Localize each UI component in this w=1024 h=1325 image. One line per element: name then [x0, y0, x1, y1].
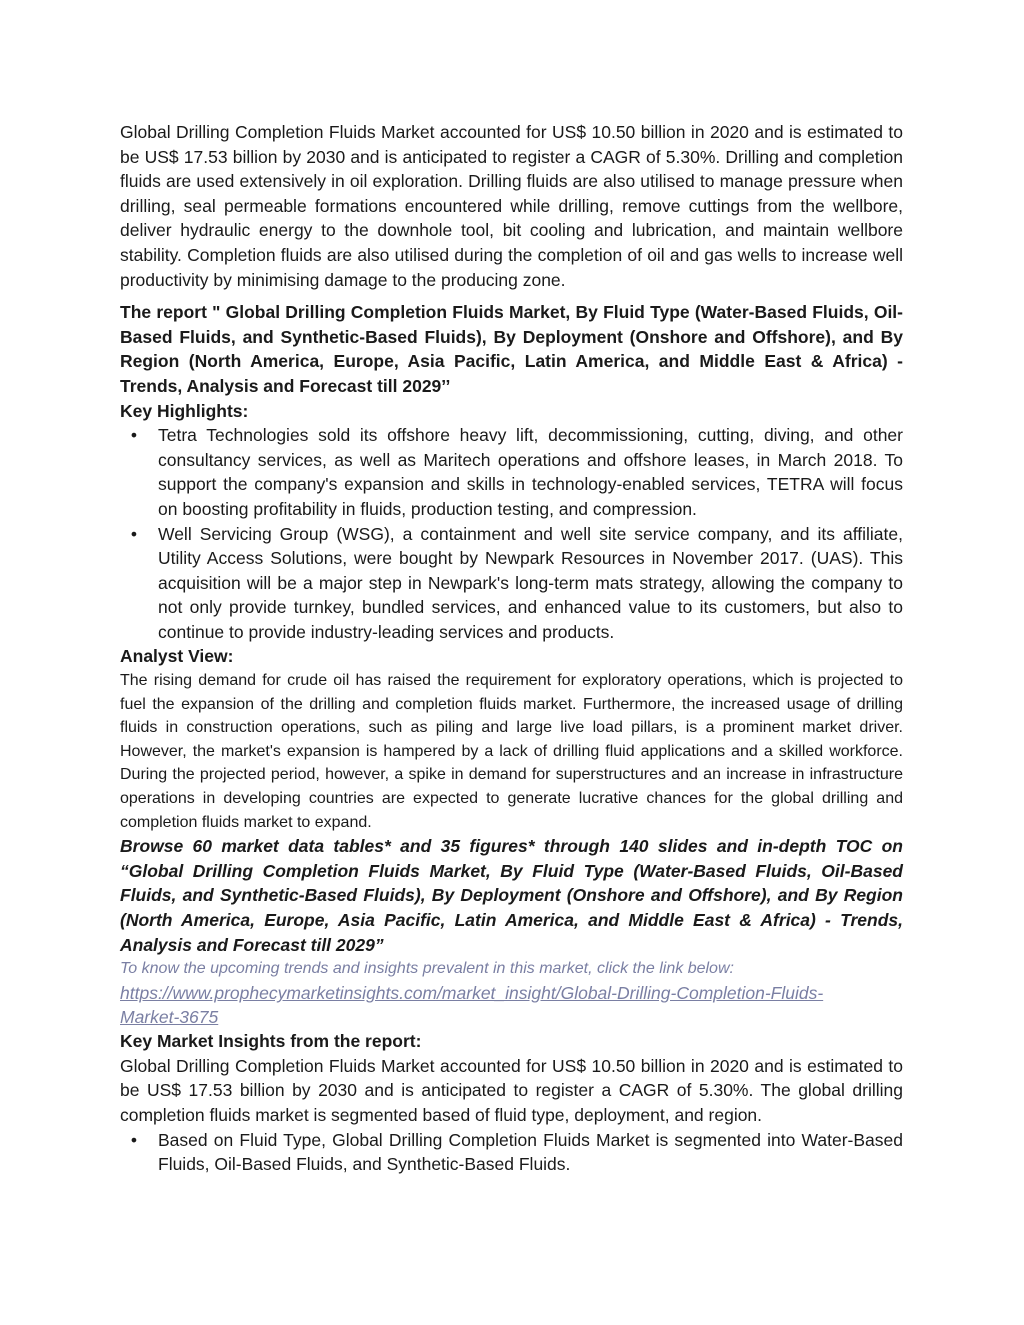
report-link-line2: Market-3675 — [120, 1007, 219, 1028]
report-link[interactable] — [120, 981, 903, 1029]
report-title: The report " Global Drilling Completion Fluids Market, By Fluid Type (Water-Based Fluids, Oil-Based Fluids, and Synthetic-Based Fluids), By Deployment (Onshore and Offshore), and By Region (North America, Europe, Asia Pacific, Latin America, and Middle East & Africa) - Trends, Analysis and Forecast till 2029’’ — [120, 302, 903, 396]
key-insights-list — [120, 1128, 903, 1177]
bullet-icon: • — [130, 1129, 138, 1150]
list-item-text: Well Servicing Group (WSG), a containment and well site service company, and its affiliate, Utility Access Solutions, were bought by Newpark Resources in November 2017. (UAS). This acquisition will be a major step in Newpark's long-term mats strategy, allowing the company to not only provide turnkey, bundled services, and enhanced value to its customers, but also to continue to provide industry-leading services and products. — [158, 523, 903, 642]
analyst-view-heading: Analyst View: — [120, 646, 234, 667]
bullet-icon: • — [130, 523, 138, 544]
list-item-text: Based on Fluid Type, Global Drilling Completion Fluids Market is segmented into Water-Based Fluids, Oil-Based Fluids, and Synthetic-Based Fluids. — [158, 1129, 903, 1175]
analyst-view-paragraph: The rising demand for crude oil has raised the requirement for exploratory operations, which is projected to fuel the expansion of the drilling and completion fluids market. Furthermore, the increased usage of drilling fluids in construction operations, such as piling and large live load pillars, is a prominent market driver. However, the market's expansion is hampered by a lack of drilling fluid applications and a skilled workforce. During the projected period, however, a spike in demand for superstructures and an increase in infrastructure operations in developing countries are expected to generate lucrative chances for the global drilling and completion fluids market to expand. — [120, 672, 903, 831]
key-highlights-list — [120, 423, 903, 644]
list-item — [120, 522, 903, 645]
report-link-line1: https://www.prophecymarketinsights.com/market_insight/Global-Drilling-Completion-Fluids- — [120, 983, 824, 1004]
key-highlights-heading: Key Highlights: — [120, 400, 249, 421]
browse-toc-paragraph: Browse 60 market data tables* and 35 figures* through 140 slides and in-depth TOC on “Global Drilling Completion Fluids Market, By Fluid Type (Water-Based Fluids, Oil-Based Fluids, and Synthetic-Based Fluids), By Deployment (Onshore and Offshore), and By Region (North America, Europe, Asia Pacific, Latin America, and Middle East & Africa) - Trends, Analysis and Forecast till 2029” — [120, 836, 903, 955]
list-item — [120, 423, 903, 521]
cta-text: To know the upcoming trends and insights prevalent in this market, click the link below: — [120, 960, 734, 978]
intro-paragraph: Global Drilling Completion Fluids Market accounted for US$ 10.50 billion in 2020 and is estimated to be US$ 17.53 billion by 2030 and is anticipated to register a CAGR of 5.30%. Drilling and completion fluids are used extensively in oil exploration. Drilling fluids are also utilised to manage pressure when drilling, seal permeable formations encountered while drilling, remove cuttings from the wellbore, deliver hydraulic energy to the downhole tool, bit cooling and lubrication, and maintain wellbore stability. Completion fluids are also utilised during the completion of oil and gas wells to increase well productivity by minimising damage to the producing zone. — [120, 122, 903, 290]
document-page — [120, 120, 903, 1177]
key-insights-heading: Key Market Insights from the report: — [120, 1031, 422, 1052]
list-item-text: Tetra Technologies sold its offshore heavy lift, decommissioning, cutting, diving, and other consultancy services, as well as Maritech operations and offshore leases, in March 2018. To support the company's expansion and skills in technology-enabled services, TETRA will focus on boosting profitability in fluids, production testing, and compression. — [158, 425, 903, 519]
bullet-icon: • — [130, 425, 138, 446]
list-item — [120, 1128, 903, 1177]
key-insights-paragraph: Global Drilling Completion Fluids Market accounted for US$ 10.50 billion in 2020 and is estimated to be US$ 17.53 billion by 2030 and is anticipated to register a CAGR of 5.30%. The global drilling completion fluids market is segmented based of fluid type, deployment, and region. — [120, 1055, 903, 1125]
